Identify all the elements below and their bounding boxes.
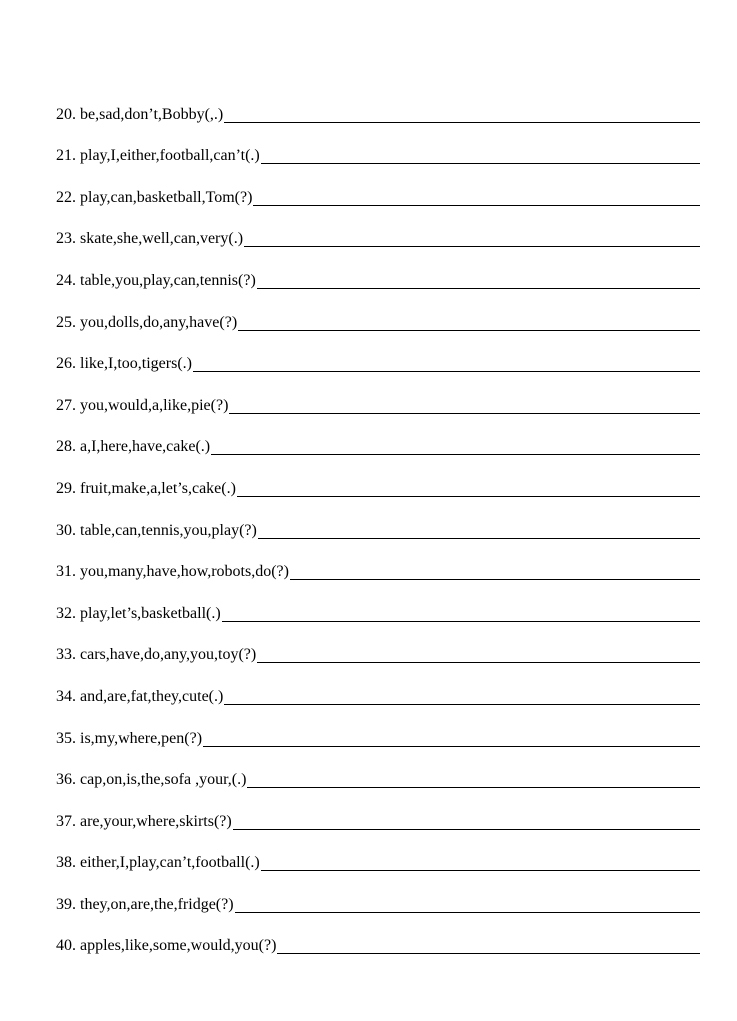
answer-line <box>237 495 700 497</box>
answer-line <box>258 537 700 539</box>
exercise-prompt: 23. skate,she,well,can,very(.) <box>56 230 244 248</box>
answer-line <box>247 786 700 788</box>
exercise-item-21 <box>56 126 700 168</box>
exercise-item-29 <box>56 458 700 500</box>
exercise-prompt: 33. cars,have,do,any,you,toy(?) <box>56 646 257 664</box>
answer-line <box>261 869 700 871</box>
answer-line <box>257 287 700 289</box>
answer-line <box>224 703 700 705</box>
exercise-prompt: 27. you,would,a,like,pie(?) <box>56 396 229 414</box>
answer-line <box>224 121 700 123</box>
answer-line <box>257 661 700 663</box>
exercise-prompt: 39. they,on,are,the,fridge(?) <box>56 895 234 913</box>
exercise-item-27 <box>56 375 700 417</box>
answer-line <box>203 745 700 747</box>
worksheet <box>56 84 700 957</box>
exercise-prompt: 28. a,I,here,have,cake(.) <box>56 438 211 456</box>
exercise-prompt: 32. play,let’s,basketball(.) <box>56 604 221 622</box>
exercise-item-23 <box>56 209 700 251</box>
exercise-prompt: 25. you,dolls,do,any,have(?) <box>56 313 238 331</box>
exercise-item-33 <box>56 625 700 667</box>
exercise-prompt: 37. are,your,where,skirts(?) <box>56 812 232 830</box>
answer-line <box>253 204 700 206</box>
answer-line <box>193 370 700 372</box>
answer-line <box>277 952 700 954</box>
answer-line <box>235 911 700 913</box>
answer-line <box>233 828 700 830</box>
exercise-prompt: 20. be,sad,don’t,Bobby(,.) <box>56 105 224 123</box>
exercise-item-28 <box>56 417 700 459</box>
exercise-item-37 <box>56 791 700 833</box>
exercise-prompt: 21. play,I,either,football,can’t(.) <box>56 147 260 165</box>
answer-line <box>238 329 700 331</box>
exercise-prompt: 34. and,are,fat,they,cute(.) <box>56 687 224 705</box>
exercise-prompt: 30. table,can,tennis,you,play(?) <box>56 521 257 539</box>
answer-line <box>244 245 700 247</box>
exercise-item-32 <box>56 583 700 625</box>
exercise-item-30 <box>56 500 700 542</box>
answer-line <box>229 412 700 414</box>
exercise-item-26 <box>56 334 700 376</box>
exercise-item-25 <box>56 292 700 334</box>
exercise-item-36 <box>56 750 700 792</box>
exercise-item-35 <box>56 708 700 750</box>
exercise-prompt: 29. fruit,make,a,let’s,cake(.) <box>56 479 236 497</box>
exercise-prompt: 40. apples,like,some,would,you(?) <box>56 937 277 955</box>
exercise-prompt: 35. is,my,where,pen(?) <box>56 729 203 747</box>
answer-line <box>222 620 700 622</box>
exercise-item-38 <box>56 833 700 875</box>
exercise-prompt: 24. table,you,play,can,tennis(?) <box>56 271 256 289</box>
exercise-prompt: 38. either,I,play,can’t,football(.) <box>56 854 260 872</box>
exercise-prompt: 26. like,I,too,tigers(.) <box>56 355 192 373</box>
answer-line <box>211 453 700 455</box>
answer-line <box>261 162 700 164</box>
exercise-item-24 <box>56 250 700 292</box>
exercise-item-20 <box>56 84 700 126</box>
exercise-prompt: 22. play,can,basketball,Tom(?) <box>56 188 253 206</box>
answer-line <box>290 578 700 580</box>
exercise-item-22 <box>56 167 700 209</box>
exercise-item-31 <box>56 542 700 584</box>
exercise-item-34 <box>56 666 700 708</box>
exercise-prompt: 36. cap,on,is,the,sofa ,your,(.) <box>56 771 247 789</box>
exercise-prompt: 31. you,many,have,how,robots,do(?) <box>56 563 289 581</box>
exercise-item-39 <box>56 874 700 916</box>
exercise-item-40 <box>56 916 700 958</box>
